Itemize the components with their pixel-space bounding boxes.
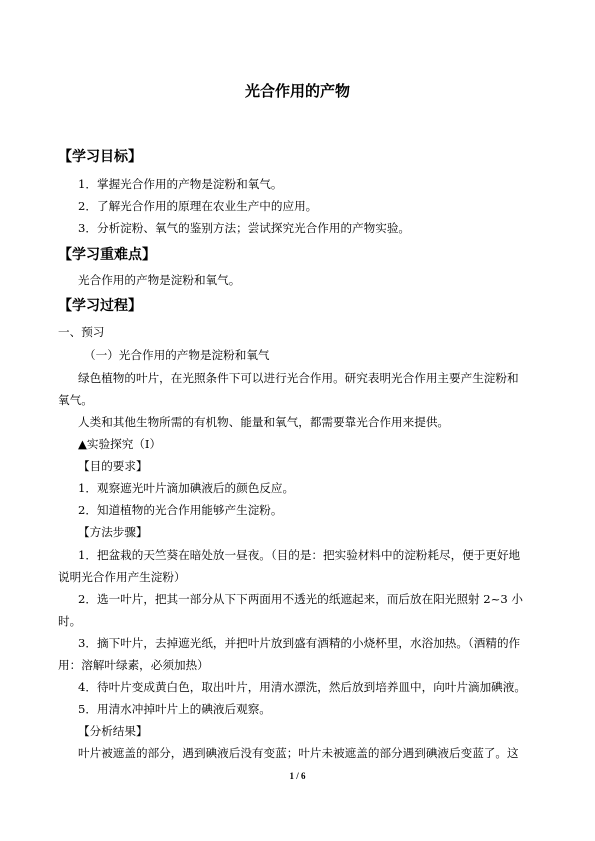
step-3-line-1: 3．摘下叶片，去掉遮光纸，并把叶片放到盛有酒精的小烧杯里，水浴加热。（酒精的作	[78, 636, 521, 650]
step-1-line-2: 说明光合作用产生淀粉）	[58, 570, 186, 584]
method-heading: 【方法步骤】	[78, 525, 148, 539]
step-1-line-1: 1．把盆栽的天竺葵在暗处放一昼夜。（目的是：把实验材料中的淀粉耗尽，便于更好地	[78, 548, 521, 562]
aim-item-2: 2．知道植物的光合作用能够产生淀粉。	[78, 503, 283, 517]
goal-item-2: 2．了解光合作用的原理在农业生产中的应用。	[78, 199, 318, 213]
subheading-products: （一）光合作用的产物是淀粉和氧气	[84, 348, 270, 362]
step-5: 5．用清水冲掉叶片上的碘液后观察。	[78, 702, 271, 716]
result-heading: 【分析结果】	[78, 724, 148, 738]
result-line-1: 叶片被遮盖的部分，遇到碘液后没有变蓝；叶片未被遮盖的部分遇到碘液后变蓝了。这	[78, 746, 519, 760]
page-title: 光合作用的产物	[244, 82, 350, 100]
paragraph-2: 人类和其他生物所需的有机物、能量和氧气，都需要靠光合作用来提供。	[78, 415, 450, 429]
paragraph-1-line-2: 氧气。	[58, 393, 93, 407]
heading-learning-goals: 【学习目标】	[58, 149, 142, 165]
experiment-label: ▲实验探究（Ⅰ）	[78, 437, 162, 451]
step-4: 4．待叶片变成黄白色，取出叶片，用清水漂洗，然后放到培养皿中，向叶片滴加碘液。	[78, 680, 526, 694]
paragraph-1-line-1: 绿色植物的叶片，在光照条件下可以进行光合作用。研究表明光合作用主要产生淀粉和	[78, 371, 519, 385]
heading-key-points: 【学习重难点】	[58, 247, 156, 263]
key-points-text: 光合作用的产物是淀粉和氧气。	[78, 273, 241, 287]
step-2-line-2: 时。	[58, 614, 82, 628]
goal-item-1: 1．掌握光合作用的产物是淀粉和氧气。	[78, 177, 283, 191]
step-3-line-2: 用：溶解叶绿素，必须加热）	[58, 658, 209, 672]
aim-heading: 【目的要求】	[78, 459, 148, 473]
step-2-line-1: 2．选一叶片，把其一部分从下下两面用不透光的纸遮起来，而后放在阳光照射 2~3 小	[78, 592, 523, 606]
page-number: 1 / 6	[289, 771, 306, 781]
aim-item-1: 1．观察遮光叶片滴加碘液后的颜色反应。	[78, 481, 295, 495]
goal-item-3: 3．分析淀粉、氧气的鉴别方法；尝试探究光合作用的产物实验。	[78, 221, 411, 235]
preview-label: 一、预习	[58, 325, 105, 339]
heading-learning-process: 【学习过程】	[58, 298, 142, 314]
